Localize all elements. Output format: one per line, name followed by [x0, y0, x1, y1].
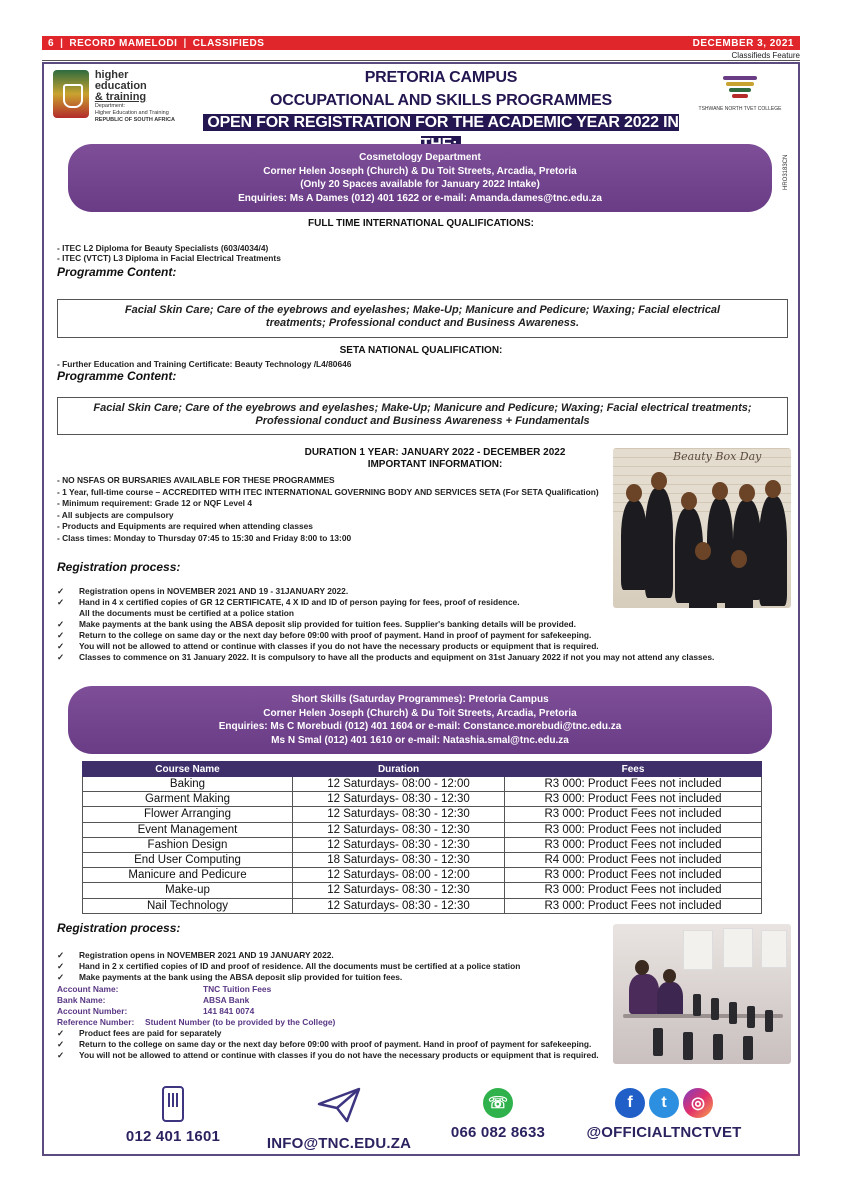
- fees-cell: R3 000: Product Fees not included: [505, 807, 762, 822]
- check-icon: ✓: [57, 972, 65, 982]
- tnc-logo-name: TSHWANE NORTH TVET COLLEGE: [698, 106, 782, 112]
- section-name: CLASSIFIEDS: [192, 37, 265, 49]
- fees-cell: R3 000: Product Fees not included: [505, 837, 762, 852]
- duration-cell: 12 Saturdays- 08:00 - 12:00: [293, 777, 505, 792]
- check-icon: ✓: [57, 1028, 65, 1038]
- twitter-icon[interactable]: t: [649, 1088, 679, 1118]
- page-number: 6: [48, 37, 55, 49]
- page-title: [198, 66, 684, 156]
- table-row: [83, 792, 762, 807]
- registration-label: Registration process:: [57, 921, 181, 935]
- check-icon: ✓: [57, 1050, 65, 1060]
- course-name-cell: Baking: [83, 777, 293, 792]
- check-item: Classes to commence on 31 January 2022. It is compulsory to have all the products and equipment on 31st January 2022 if not you may not attend any classes.: [79, 652, 715, 662]
- international-list: [57, 243, 281, 263]
- whatsapp-number: 066 082 8633: [450, 1124, 546, 1141]
- duration-cell: 12 Saturdays- 08:30 - 12:30: [293, 807, 505, 822]
- check-icon: ✓: [57, 619, 65, 629]
- title-line3: OPEN FOR REGISTRATION FOR THE ACADEMIC YEAR 2022 IN: [203, 114, 678, 153]
- ad-code: HRO3183CN: [783, 154, 789, 190]
- seta-item: - Further Education and Training Certificate: Beauty Technology /L4/80646: [57, 359, 352, 369]
- check-icon: ✓: [57, 641, 65, 651]
- box-line: Facial Skin Care; Care of the eyebrows and eyelashes; Make-Up; Manicure and Pedicure; Waxing; Facial electrical treatments;: [93, 402, 752, 414]
- fees-cell: R3 000: Product Fees not included: [505, 898, 762, 913]
- course-name-cell: Garment Making: [83, 792, 293, 807]
- phone-icon: [162, 1086, 184, 1122]
- check-item: Hand in 2 x certified copies of ID and proof of residence. All the documents must be certified at a police station: [79, 961, 521, 971]
- course-name-cell: Fashion Design: [83, 837, 293, 852]
- list-item: - All subjects are compulsory: [57, 509, 174, 520]
- important-list: [57, 475, 599, 544]
- list-item: - NO NSFAS OR BURSARIES AVAILABLE FOR THESE PROGRAMMES: [57, 475, 335, 485]
- table-row: [83, 852, 762, 867]
- fees-cell: R3 000: Product Fees not included: [505, 822, 762, 837]
- coat-of-arms-icon: [53, 70, 89, 118]
- banner-line: (Only 20 Spaces available for January 2022 Intake): [300, 179, 540, 190]
- list-item: - Class times: Monday to Thursday 07:45 to 15:30 and Friday 8:00 to 13:00: [57, 532, 352, 543]
- fees-cell: R3 000: Product Fees not included: [505, 883, 762, 898]
- table-row: [83, 807, 762, 822]
- banner-line: Short Skills (Saturday Programmes): Pretoria Campus: [291, 694, 549, 705]
- dept-logo-small1: Department:: [94, 103, 126, 109]
- duration-cell: 12 Saturdays- 08:30 - 12:30: [293, 792, 505, 807]
- check-icon: ✓: [57, 950, 65, 960]
- table-row: [83, 883, 762, 898]
- whatsapp-icon: ☏: [483, 1088, 513, 1118]
- dept-logo-small3: REPUBLIC OF SOUTH AFRICA: [94, 117, 175, 123]
- column-header: Duration: [293, 762, 505, 777]
- short-registration-checklist: [57, 950, 520, 983]
- facebook-icon[interactable]: f: [615, 1088, 645, 1118]
- programme-content-label: Programme Content:: [57, 265, 177, 279]
- divider: [42, 60, 800, 61]
- short-skills-banner: [68, 686, 772, 754]
- check-item: Make payments at the bank using the ABSA deposit slip provided for tuition fees. Supplier's banking details will be provided.: [79, 619, 576, 629]
- registration-label: Registration process:: [57, 560, 181, 574]
- dept-logo-small2: Higher Education and Training: [94, 110, 169, 116]
- email-contact[interactable]: [264, 1086, 414, 1152]
- table-row: [83, 898, 762, 913]
- check-icon: ✓: [57, 961, 65, 971]
- check-item: Registration opens in NOVEMBER 2021 AND 19 JANUARY 2022.: [79, 950, 334, 960]
- reference-label: Reference Number:: [57, 1017, 135, 1027]
- course-name-cell: Event Management: [83, 822, 293, 837]
- duration-heading: DURATION 1 YEAR: JANUARY 2022 - DECEMBER 2022: [304, 447, 566, 458]
- contact-footer: [42, 1086, 800, 1152]
- box-line: treatments; Professional conduct and Business Awareness.: [265, 317, 580, 329]
- social-contact[interactable]: [564, 1088, 764, 1141]
- masthead-bar: [42, 36, 800, 50]
- title-line1: PRETORIA CAMPUS: [364, 69, 518, 86]
- duration-cell: 12 Saturdays- 08:30 - 12:30: [293, 898, 505, 913]
- bank-name-label: Bank Name:: [57, 995, 106, 1005]
- publication-name: RECORD MAMELODI: [69, 37, 178, 49]
- check-item: Return to the college on same day or the next day before 09:00 with proof of payment. Hand in proof of payment for safekeeping.: [79, 630, 592, 640]
- final-checklist: [57, 1028, 599, 1061]
- dept-logo-line1: higher education: [94, 69, 147, 92]
- fees-cell: R3 000: Product Fees not included: [505, 792, 762, 807]
- check-item: You will not be allowed to attend or continue with classes if you do not have the necessary products or equipment that is required.: [79, 641, 599, 651]
- check-icon: ✓: [57, 652, 65, 662]
- dept-logo-line2: & training: [94, 91, 147, 103]
- list-item: - Products and Equipments are required when attending classes: [57, 521, 313, 531]
- students-photo: [613, 448, 791, 608]
- phone-number: 012 401 1601: [125, 1128, 221, 1145]
- bank-details: [57, 984, 335, 1028]
- account-name-label: Account Name:: [57, 984, 119, 994]
- programme-content-label: Programme Content:: [57, 369, 177, 383]
- separator: |: [183, 37, 187, 49]
- social-handle: @OFFICIALTNCTVET: [586, 1124, 742, 1141]
- table-row: [83, 837, 762, 852]
- account-name-value: TNC Tuition Fees: [203, 984, 272, 994]
- courses-table: [82, 761, 762, 914]
- column-header: Fees: [505, 762, 762, 777]
- course-name-cell: Nail Technology: [83, 898, 293, 913]
- check-item: Return to the college on same day or the next day before 09:00 with proof of payment. Hand in proof of payment for safekeeping.: [79, 1039, 592, 1049]
- check-item: You will not be allowed to attend or continue with classes if you do not have the necessary products or equipment that is required.: [79, 1050, 599, 1060]
- duration-cell: 18 Saturdays- 08:30 - 12:30: [293, 852, 505, 867]
- dhet-logo: [53, 70, 183, 126]
- check-item: Product fees are paid for separately: [79, 1028, 222, 1038]
- duration-cell: 12 Saturdays- 08:30 - 12:30: [293, 837, 505, 852]
- banner-line: Cosmetology Department: [359, 152, 481, 163]
- check-item: Make payments at the bank using the ABSA deposit slip provided for tuition fees.: [79, 972, 403, 982]
- box-line: Facial Skin Care; Care of the eyebrows and eyelashes; Make-Up; Manicure and Pedicure; Waxing; Facial electrical: [124, 304, 721, 316]
- fees-cell: R4 000: Product Fees not included: [505, 852, 762, 867]
- list-item: - ITEC L2 Diploma for Beauty Specialists (603/4034/4): [57, 243, 269, 253]
- programme-content-box: [57, 299, 788, 338]
- banner-line: Ms N Smal (012) 401 1610 or e-mail: Natashia.smal@tnc.edu.za: [271, 734, 569, 746]
- seta-heading: SETA NATIONAL QUALIFICATION:: [339, 345, 503, 356]
- account-number-label: Account Number:: [57, 1006, 128, 1016]
- column-header: Course Name: [83, 762, 293, 777]
- instagram-icon[interactable]: ◎: [683, 1088, 713, 1118]
- duration-cell: 12 Saturdays- 08:00 - 12:00: [293, 868, 505, 883]
- account-number-value: 141 841 0074: [203, 1006, 255, 1016]
- check-icon: ✓: [57, 586, 65, 596]
- issue-date: DECEMBER 3, 2021: [692, 37, 794, 49]
- phone-contact[interactable]: [118, 1086, 228, 1145]
- banner-line: Corner Helen Joseph (Church) & Du Toit Streets, Arcadia, Pretoria: [263, 165, 577, 177]
- table-row: [83, 777, 762, 792]
- check-item: Registration opens in NOVEMBER 2021 AND 19 - 31JANUARY 2022.: [79, 586, 349, 596]
- feature-label: Classifieds Feature: [731, 51, 800, 60]
- check-icon: ✓: [57, 630, 65, 640]
- list-item: - Minimum requirement: Grade 12 or NQF Level 4: [57, 498, 252, 508]
- check-item: Hand in 4 x certified copies of GR 12 CERTIFICATE, 4 X ID and ID of person paying for fees, proof of residence.: [79, 597, 520, 607]
- duration-cell: 12 Saturdays- 08:30 - 12:30: [293, 822, 505, 837]
- international-heading: FULL TIME INTERNATIONAL QUALIFICATIONS:: [308, 218, 534, 229]
- check-icon: ✓: [57, 597, 65, 607]
- course-name-cell: Make-up: [83, 883, 293, 898]
- classroom-photo: [613, 924, 791, 1064]
- box-line: Professional conduct and Business Awareness + Fundamentals: [255, 415, 590, 427]
- cosmetology-banner: [68, 144, 772, 212]
- course-name-cell: Manicure and Pedicure: [83, 868, 293, 883]
- check-icon: ✓: [57, 1039, 65, 1049]
- whatsapp-contact[interactable]: [438, 1088, 558, 1141]
- reference-value: Student Number (to be provided by the College): [145, 1017, 336, 1027]
- email-address: INFO@TNC.EDU.ZA: [266, 1135, 412, 1152]
- banner-line: Enquiries: Ms C Morebudi (012) 401 1604 or e-mail: Constance.morebudi@tnc.edu.za: [218, 721, 622, 732]
- social-icons: [564, 1088, 764, 1118]
- separator: |: [60, 37, 64, 49]
- important-heading: IMPORTANT INFORMATION:: [367, 459, 503, 470]
- table-row: [83, 868, 762, 883]
- course-name-cell: Flower Arranging: [83, 807, 293, 822]
- tnc-college-logo: [696, 70, 784, 126]
- table-header-row: [83, 762, 762, 777]
- list-item: - ITEC (VTCT) L3 Diploma in Facial Electrical Treatments: [57, 253, 281, 263]
- title-line2: OCCUPATIONAL AND SKILLS PROGRAMMES: [270, 92, 612, 109]
- fees-cell: R3 000: Product Fees not included: [505, 777, 762, 792]
- course-name-cell: End User Computing: [83, 852, 293, 867]
- banner-line: Corner Helen Joseph (Church) & Du Toit Streets, Arcadia, Pretoria: [263, 707, 577, 719]
- tnc-mark-icon: [720, 70, 760, 104]
- bank-name-value: ABSA Bank: [203, 995, 250, 1005]
- duration-cell: 12 Saturdays- 08:30 - 12:30: [293, 883, 505, 898]
- registration-checklist: [57, 586, 714, 663]
- banner-line: Enquiries: Ms A Dames (012) 401 1622 or e-mail: Amanda.dames@tnc.edu.za: [238, 192, 602, 204]
- programme-content-box: [57, 397, 788, 435]
- fees-cell: R3 000: Product Fees not included: [505, 868, 762, 883]
- check-item: All the documents must be certified at a police station: [79, 608, 294, 618]
- paper-plane-icon: [317, 1086, 361, 1124]
- list-item: - 1 Year, full-time course – ACCREDITED WITH ITEC INTERNATIONAL GOVERNING BODY AND SERVICES SETA (For SETA Qualification): [57, 486, 599, 497]
- salon-sign: Beauty Box Day: [673, 450, 762, 463]
- table-row: [83, 822, 762, 837]
